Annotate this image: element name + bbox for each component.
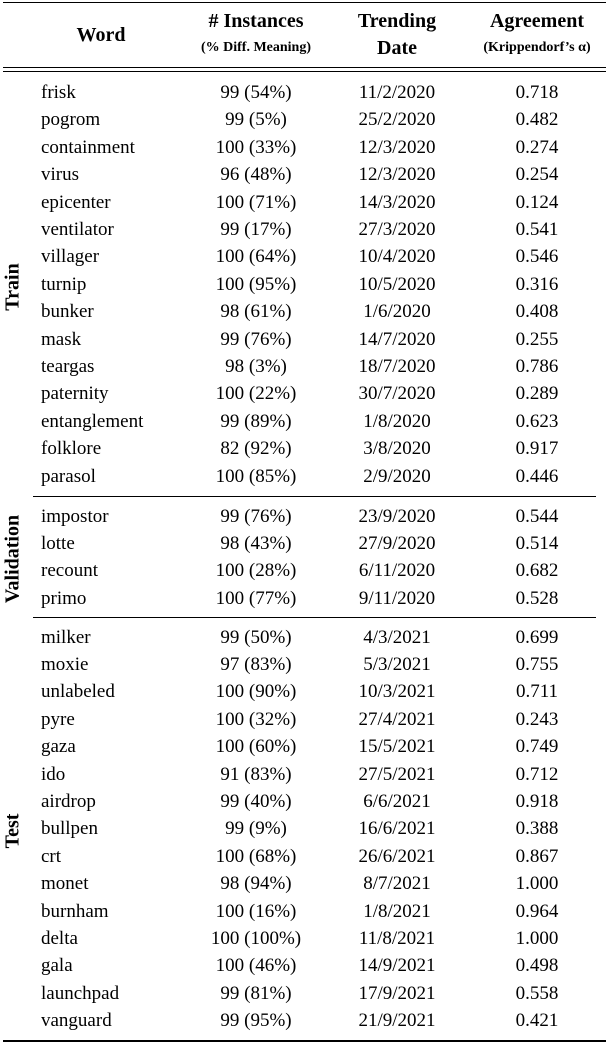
cell-word: turnip [41, 273, 87, 295]
cell-trending-date: 11/2/2020 [358, 82, 436, 103]
cell-instances: 98 (61%) [220, 301, 292, 323]
cell-word: airdrop [41, 790, 96, 812]
cell-trending-date: 1/8/2020 [363, 410, 431, 432]
cell-word: impostor [41, 505, 109, 527]
cell-instances: 99 (9%) [225, 818, 287, 840]
cell-instances: 100 (85%) [215, 465, 297, 487]
cell-agreement: 0.699 [515, 626, 559, 648]
cell-agreement: 0.718 [515, 82, 559, 103]
cell-agreement: 0.786 [515, 356, 559, 377]
cell-agreement: 0.255 [515, 328, 559, 350]
cell-agreement: 0.712 [515, 763, 559, 785]
cell-instances: 99 (76%) [220, 328, 292, 350]
cell-word: paternity [41, 383, 109, 405]
cell-agreement: 0.546 [515, 246, 559, 268]
cell-trending-date: 21/9/2021 [358, 1010, 436, 1032]
cell-word: bunker [41, 301, 94, 323]
cell-word: recount [41, 560, 98, 582]
cell-agreement: 0.964 [515, 900, 559, 922]
cell-word: containment [41, 136, 135, 158]
cell-agreement: 0.446 [515, 465, 559, 487]
cell-word: mask [41, 328, 82, 350]
cell-instances: 99 (89%) [220, 410, 292, 432]
cell-trending-date: 5/3/2021 [363, 653, 431, 675]
cell-trending-date: 10/3/2021 [358, 681, 436, 703]
cell-agreement: 0.124 [515, 191, 559, 213]
cell-agreement: 0.388 [515, 818, 559, 840]
cell-trending-date: 27/5/2021 [358, 763, 436, 785]
cell-agreement: 0.514 [515, 532, 559, 554]
bottom-rule [3, 1040, 606, 1042]
cell-instances: 96 (48%) [220, 164, 292, 186]
cell-instances: 99 (76%) [220, 505, 292, 527]
cell-instances: 97 (83%) [220, 653, 292, 675]
cell-instances: 100 (33%) [215, 136, 297, 158]
cell-word: lotte [41, 532, 75, 554]
cell-word: frisk [41, 82, 76, 103]
cell-word: bullpen [41, 818, 98, 840]
cell-trending-date: 15/5/2021 [358, 736, 436, 758]
cell-word: parasol [41, 465, 96, 487]
cell-word: pyre [41, 708, 75, 730]
cell-trending-date: 30/7/2020 [358, 383, 436, 405]
cell-trending-date: 10/4/2020 [358, 246, 436, 268]
cell-word: virus [41, 164, 79, 186]
cell-agreement: 0.408 [515, 301, 559, 323]
cell-agreement: 0.316 [515, 273, 559, 295]
cell-trending-date: 26/6/2021 [358, 845, 436, 867]
cell-word: teargas [41, 356, 95, 377]
split-label: Validation [1, 515, 24, 604]
cell-instances: 99 (17%) [220, 219, 292, 240]
cell-word: moxie [41, 653, 89, 675]
cell-instances: 100 (28%) [215, 560, 297, 582]
cell-instances: 99 (95%) [220, 1010, 292, 1032]
cell-instances: 82 (92%) [220, 438, 292, 460]
cell-trending-date: 6/6/2021 [363, 790, 431, 812]
cell-instances: 100 (100%) [210, 927, 302, 949]
cell-word: crt [41, 845, 62, 867]
cell-instances: 99 (81%) [220, 982, 292, 1004]
cell-agreement: 0.755 [515, 653, 559, 675]
cell-trending-date: 10/5/2020 [358, 273, 436, 295]
cell-word: ido [41, 763, 66, 785]
cell-trending-date: 27/9/2020 [358, 532, 436, 554]
cell-word: epicenter [41, 191, 111, 213]
cell-instances: 99 (5%) [225, 109, 287, 131]
cell-agreement: 0.243 [515, 708, 559, 730]
cell-trending-date: 23/9/2020 [358, 505, 436, 527]
cell-instances: 100 (60%) [215, 736, 297, 758]
cell-trending-date: 4/3/2021 [363, 626, 431, 648]
header-trending-line1: Trending [357, 10, 437, 32]
cell-word: monet [41, 873, 89, 895]
header-instances: # Instances [208, 10, 304, 32]
cell-agreement: 0.867 [515, 845, 559, 867]
cell-word: primo [41, 587, 87, 609]
header-word: Word [76, 24, 126, 46]
cell-agreement: 0.528 [515, 587, 559, 609]
cell-agreement: 0.482 [515, 109, 559, 131]
cell-trending-date: 3/8/2020 [363, 438, 431, 460]
cell-word: vanguard [41, 1010, 112, 1032]
header-rule-2 [3, 71, 606, 72]
cell-agreement: 0.544 [515, 505, 559, 527]
top-rule [3, 2, 606, 3]
header-trending-line2: Date [377, 37, 417, 59]
cell-word: burnham [41, 900, 109, 922]
cell-word: ventilator [41, 219, 114, 240]
cell-trending-date: 11/8/2021 [358, 927, 436, 949]
cell-agreement: 0.711 [515, 681, 559, 703]
cell-agreement: 0.623 [515, 410, 559, 432]
cell-agreement: 0.254 [515, 164, 559, 186]
cell-trending-date: 27/3/2020 [358, 219, 436, 240]
cell-word: gaza [41, 736, 76, 758]
header-agreement: Agreement [489, 10, 585, 32]
cell-agreement: 0.421 [515, 1010, 559, 1032]
cell-trending-date: 17/9/2021 [358, 982, 436, 1004]
cell-word: entanglement [41, 410, 144, 432]
cell-instances: 100 (46%) [215, 955, 297, 977]
cell-instances: 100 (64%) [215, 246, 297, 268]
cell-instances: 100 (32%) [215, 708, 297, 730]
cell-agreement: 0.918 [515, 790, 559, 812]
cell-word: gala [41, 955, 73, 977]
header-instances-sub: (% Diff. Meaning) [200, 40, 312, 55]
cell-agreement: 0.749 [515, 736, 559, 758]
cell-word: villager [41, 246, 100, 268]
cell-word: folklore [41, 438, 102, 460]
cell-trending-date: 12/3/2020 [358, 164, 436, 186]
cell-trending-date: 27/4/2021 [358, 708, 436, 730]
cell-trending-date: 1/6/2020 [363, 301, 431, 323]
cell-trending-date: 14/7/2020 [358, 328, 436, 350]
cell-word: pogrom [41, 109, 101, 131]
cell-trending-date: 1/8/2021 [363, 900, 431, 922]
cell-trending-date: 18/7/2020 [358, 356, 436, 377]
cell-instances: 98 (43%) [220, 532, 292, 554]
cell-trending-date: 6/11/2020 [358, 560, 436, 582]
header-rule-1 [3, 67, 606, 68]
cell-instances: 91 (83%) [220, 763, 292, 785]
cell-instances: 100 (22%) [215, 383, 297, 405]
cell-trending-date: 12/3/2020 [358, 136, 436, 158]
cell-word: delta [41, 927, 78, 949]
cell-word: unlabeled [41, 681, 115, 703]
split-label: Test [1, 813, 24, 849]
cell-instances: 99 (40%) [220, 790, 292, 812]
cell-trending-date: 14/3/2020 [358, 191, 436, 213]
cell-instances: 100 (68%) [215, 845, 297, 867]
cell-instances: 100 (90%) [215, 681, 297, 703]
cell-agreement: 0.274 [515, 136, 559, 158]
cell-agreement: 1.000 [515, 873, 559, 895]
cell-agreement: 0.917 [515, 438, 559, 460]
cell-trending-date: 14/9/2021 [358, 955, 436, 977]
split-label: Train [1, 262, 24, 311]
cell-word: launchpad [41, 982, 120, 1004]
cell-agreement: 0.682 [515, 560, 559, 582]
cell-trending-date: 9/11/2020 [358, 587, 436, 609]
cell-agreement: 1.000 [515, 927, 559, 949]
cell-instances: 100 (95%) [215, 273, 297, 295]
cell-instances: 99 (50%) [220, 626, 292, 648]
header-agreement-sub: (Krippendorf’s α) [483, 40, 591, 55]
cell-trending-date: 2/9/2020 [363, 465, 431, 487]
cell-agreement: 0.498 [515, 955, 559, 977]
cell-instances: 100 (16%) [215, 900, 297, 922]
cell-instances: 98 (3%) [225, 356, 287, 377]
cell-agreement: 0.558 [515, 982, 559, 1004]
cell-trending-date: 8/7/2021 [363, 873, 431, 895]
cell-trending-date: 25/2/2020 [358, 109, 436, 131]
cell-agreement: 0.289 [515, 383, 559, 405]
cell-instances: 98 (94%) [220, 873, 292, 895]
cell-instances: 100 (77%) [215, 587, 297, 609]
cell-instances: 100 (71%) [215, 191, 297, 213]
split-divider-rule [33, 496, 596, 497]
cell-trending-date: 16/6/2021 [358, 818, 436, 840]
cell-word: milker [41, 626, 91, 648]
cell-instances: 99 (54%) [220, 82, 292, 103]
cell-agreement: 0.541 [515, 219, 559, 240]
split-divider-rule [33, 617, 596, 618]
